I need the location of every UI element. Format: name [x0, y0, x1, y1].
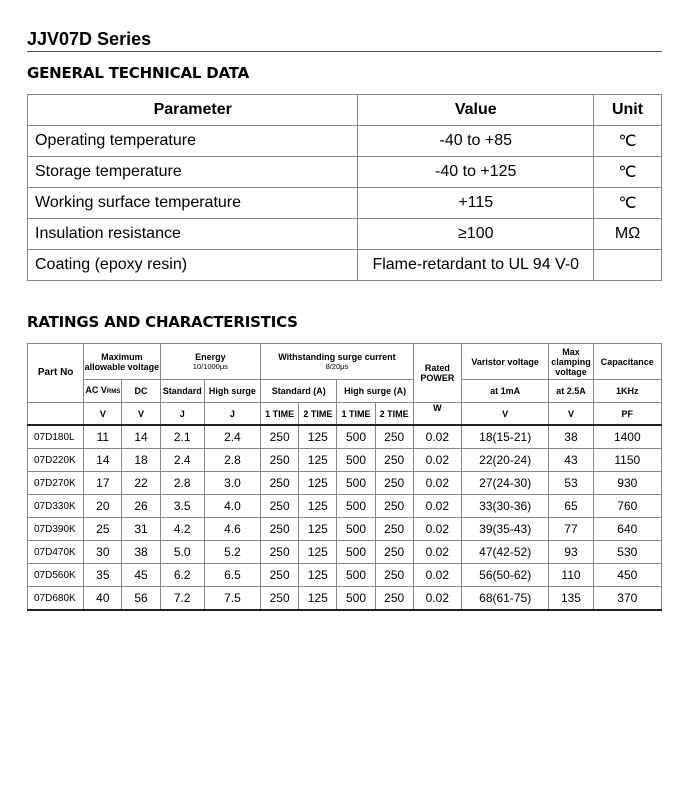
ac-voltage-cell: 14	[84, 449, 122, 472]
table-row	[28, 495, 662, 518]
title-divider	[27, 51, 662, 52]
dc-voltage-cell: 14	[122, 425, 160, 449]
energy-standard-cell: 4.2	[160, 518, 204, 541]
part-no-cell: 07D220K	[28, 449, 84, 472]
table-row	[28, 472, 662, 495]
surge-standard-2-cell: 125	[299, 425, 337, 449]
series-title: JJV07D Series	[27, 29, 152, 49]
energy-high-surge-cell: 3.0	[204, 472, 260, 495]
varistor-voltage-cell: 68(61-75)	[461, 587, 548, 611]
capacitance-cell: 760	[593, 495, 661, 518]
unit-v: V	[122, 403, 160, 426]
surge-high-1-cell: 500	[337, 541, 375, 564]
header-rated-power: Rated POWER	[413, 344, 461, 403]
unit-1-time: 1 TIME	[337, 403, 375, 426]
parameter-cell: Insulation resistance	[28, 219, 358, 250]
unit-2-time: 2 TIME	[299, 403, 337, 426]
table-row	[28, 425, 662, 449]
surge-high-1-cell: 500	[337, 495, 375, 518]
header-unit: Unit	[594, 95, 662, 126]
surge-high-2-cell: 250	[375, 518, 413, 541]
surge-high-1-cell: 500	[337, 425, 375, 449]
clamping-voltage-cell: 43	[549, 449, 593, 472]
ac-voltage-cell: 40	[84, 587, 122, 611]
header-value: Value	[358, 95, 594, 126]
unit-j: J	[204, 403, 260, 426]
clamping-voltage-cell: 135	[549, 587, 593, 611]
energy-high-surge-cell: 4.6	[204, 518, 260, 541]
rated-power-cell: 0.02	[413, 587, 461, 611]
parameter-cell: Operating temperature	[28, 126, 358, 157]
rated-power-cell: 0.02	[413, 425, 461, 449]
capacitance-cell: 1150	[593, 449, 661, 472]
header-at-2-5a: at 2.5A	[549, 380, 593, 403]
header-varistor: Varistor voltage	[461, 344, 548, 380]
table-row	[28, 518, 662, 541]
header-max-voltage: Maximum allowable voltage	[84, 344, 160, 380]
surge-standard-2-cell: 125	[299, 495, 337, 518]
unit-1-time: 1 TIME	[261, 403, 299, 426]
rated-power-cell: 0.02	[413, 518, 461, 541]
capacitance-cell: 450	[593, 564, 661, 587]
surge-high-1-cell: 500	[337, 518, 375, 541]
ratings-unit-row	[28, 403, 662, 426]
surge-high-2-cell: 250	[375, 472, 413, 495]
surge-standard-2-cell: 125	[299, 472, 337, 495]
dc-voltage-cell: 56	[122, 587, 160, 611]
ac-voltage-cell: 35	[84, 564, 122, 587]
capacitance-cell: 930	[593, 472, 661, 495]
value-cell: -40 to +125	[358, 157, 594, 188]
surge-standard-1-cell: 250	[261, 449, 299, 472]
surge-standard-1-cell: 250	[261, 564, 299, 587]
unit-cell: ℃	[594, 126, 662, 157]
table-row	[28, 219, 662, 250]
ac-voltage-cell: 11	[84, 425, 122, 449]
energy-standard-cell: 6.2	[160, 564, 204, 587]
surge-high-2-cell: 250	[375, 495, 413, 518]
part-no-cell: 07D470K	[28, 541, 84, 564]
header-capacitance: Capacitance	[593, 344, 661, 380]
surge-standard-2-cell: 125	[299, 518, 337, 541]
clamping-voltage-cell: 93	[549, 541, 593, 564]
header-1khz: 1KHz	[593, 380, 661, 403]
rated-power-cell: 0.02	[413, 541, 461, 564]
part-no-cell: 07D680K	[28, 587, 84, 611]
clamping-voltage-cell: 65	[549, 495, 593, 518]
surge-high-2-cell: 250	[375, 564, 413, 587]
dc-voltage-cell: 31	[122, 518, 160, 541]
unit-v: V	[461, 403, 548, 426]
table-row	[28, 449, 662, 472]
dc-voltage-cell: 45	[122, 564, 160, 587]
surge-high-2-cell: 250	[375, 587, 413, 611]
surge-sub: 8/20μs	[325, 361, 349, 371]
varistor-voltage-cell: 33(30-36)	[461, 495, 548, 518]
varistor-voltage-cell: 22(20-24)	[461, 449, 548, 472]
part-no-cell: 07D270K	[28, 472, 84, 495]
part-no-cell: 07D560K	[28, 564, 84, 587]
table-row	[28, 126, 662, 157]
clamping-voltage-cell: 53	[549, 472, 593, 495]
general-header-row	[28, 95, 662, 126]
energy-label: Energy	[195, 351, 226, 362]
dc-voltage-cell: 22	[122, 472, 160, 495]
value-cell: -40 to +85	[358, 126, 594, 157]
energy-standard-cell: 2.8	[160, 472, 204, 495]
value-cell: ≥100	[358, 219, 594, 250]
value-cell: +115	[358, 188, 594, 219]
unit-v: V	[549, 403, 593, 426]
unit-cell: MΩ	[594, 219, 662, 250]
surge-standard-1-cell: 250	[261, 518, 299, 541]
header-max-clamping: Max clamping voltage	[549, 344, 593, 380]
header-at-1ma: at 1mA	[461, 380, 548, 403]
header-surge	[261, 344, 414, 380]
unit-v: V	[84, 403, 122, 426]
table-row	[28, 564, 662, 587]
varistor-voltage-cell: 47(42-52)	[461, 541, 548, 564]
surge-standard-2-cell: 125	[299, 449, 337, 472]
energy-high-surge-cell: 2.8	[204, 449, 260, 472]
surge-standard-2-cell: 125	[299, 587, 337, 611]
capacitance-cell: 640	[593, 518, 661, 541]
energy-standard-cell: 2.1	[160, 425, 204, 449]
surge-standard-1-cell: 250	[261, 541, 299, 564]
part-no-cell: 07D330K	[28, 495, 84, 518]
unit-cell: ℃	[594, 188, 662, 219]
header-standard-a: Standard (A)	[261, 380, 337, 403]
rated-power-cell: 0.02	[413, 564, 461, 587]
energy-standard-cell: 7.2	[160, 587, 204, 611]
capacitance-cell: 530	[593, 541, 661, 564]
surge-label: Withstanding surge current	[278, 351, 396, 362]
table-row	[28, 541, 662, 564]
surge-standard-2-cell: 125	[299, 564, 337, 587]
surge-high-1-cell: 500	[337, 472, 375, 495]
dc-voltage-cell: 38	[122, 541, 160, 564]
parameter-cell: Working surface temperature	[28, 188, 358, 219]
table-row	[28, 250, 662, 281]
surge-high-1-cell: 500	[337, 564, 375, 587]
surge-standard-2-cell: 125	[299, 541, 337, 564]
energy-high-surge-cell: 5.2	[204, 541, 260, 564]
surge-high-2-cell: 250	[375, 541, 413, 564]
value-cell: Flame-retardant to UL 94 V-0	[358, 250, 594, 281]
dc-voltage-cell: 26	[122, 495, 160, 518]
ac-voltage-cell: 25	[84, 518, 122, 541]
rated-power-cell: 0.02	[413, 495, 461, 518]
surge-standard-1-cell: 250	[261, 425, 299, 449]
clamping-voltage-cell: 38	[549, 425, 593, 449]
dc-voltage-cell: 18	[122, 449, 160, 472]
surge-high-2-cell: 250	[375, 425, 413, 449]
header-part-no: Part No	[28, 344, 84, 403]
rated-power-cell: 0.02	[413, 449, 461, 472]
surge-standard-1-cell: 250	[261, 495, 299, 518]
energy-sub: 10/1000μs	[192, 361, 228, 371]
table-row	[28, 188, 662, 219]
table-row	[28, 587, 662, 611]
energy-high-surge-cell: 7.5	[204, 587, 260, 611]
surge-high-2-cell: 250	[375, 449, 413, 472]
ratings-table	[27, 343, 662, 611]
energy-standard-cell: 5.0	[160, 541, 204, 564]
unit-2-time: 2 TIME	[375, 403, 413, 426]
header-ac	[84, 380, 122, 403]
ratings-header-row	[28, 344, 662, 380]
surge-standard-1-cell: 250	[261, 472, 299, 495]
ac-voltage-cell: 20	[84, 495, 122, 518]
energy-high-surge-cell: 2.4	[204, 425, 260, 449]
part-no-cell: 07D390K	[28, 518, 84, 541]
rated-power-cell: 0.02	[413, 472, 461, 495]
varistor-voltage-cell: 56(50-62)	[461, 564, 548, 587]
ratings-body	[28, 425, 662, 610]
varistor-voltage-cell: 39(35-43)	[461, 518, 548, 541]
energy-high-surge-cell: 4.0	[204, 495, 260, 518]
general-technical-table	[27, 94, 662, 281]
header-standard: Standard	[160, 380, 204, 403]
varistor-voltage-cell: 18(15-21)	[461, 425, 548, 449]
ac-sub: RMS	[106, 389, 121, 395]
capacitance-cell: 370	[593, 587, 661, 611]
clamping-voltage-cell: 77	[549, 518, 593, 541]
parameter-cell: Storage temperature	[28, 157, 358, 188]
varistor-voltage-cell: 27(24-30)	[461, 472, 548, 495]
energy-high-surge-cell: 6.5	[204, 564, 260, 587]
energy-standard-cell: 2.4	[160, 449, 204, 472]
surge-high-1-cell: 500	[337, 449, 375, 472]
table-row	[28, 157, 662, 188]
ac-voltage-cell: 30	[84, 541, 122, 564]
unit-blank	[28, 403, 84, 426]
surge-standard-1-cell: 250	[261, 587, 299, 611]
header-parameter: Parameter	[28, 95, 358, 126]
unit-w: W	[413, 403, 461, 426]
ac-label: AC V	[85, 385, 107, 395]
energy-standard-cell: 3.5	[160, 495, 204, 518]
surge-high-1-cell: 500	[337, 587, 375, 611]
clamping-voltage-cell: 110	[549, 564, 593, 587]
ac-voltage-cell: 17	[84, 472, 122, 495]
unit-cell	[594, 250, 662, 281]
unit-pf: PF	[593, 403, 661, 426]
capacitance-cell: 1400	[593, 425, 661, 449]
parameter-cell: Coating (epoxy resin)	[28, 250, 358, 281]
part-no-cell: 07D180L	[28, 425, 84, 449]
ratings-section-title: RATINGS AND CHARACTERISTICS	[27, 313, 298, 331]
header-energy	[160, 344, 260, 380]
header-high-surge-a: High surge (A)	[337, 380, 413, 403]
unit-j: J	[160, 403, 204, 426]
header-dc: DC	[122, 380, 160, 403]
ratings-subheader-row	[28, 380, 662, 403]
general-section-title: GENERAL TECHNICAL DATA	[27, 64, 250, 82]
unit-cell: ℃	[594, 157, 662, 188]
header-high-surge: High surge	[204, 380, 260, 403]
